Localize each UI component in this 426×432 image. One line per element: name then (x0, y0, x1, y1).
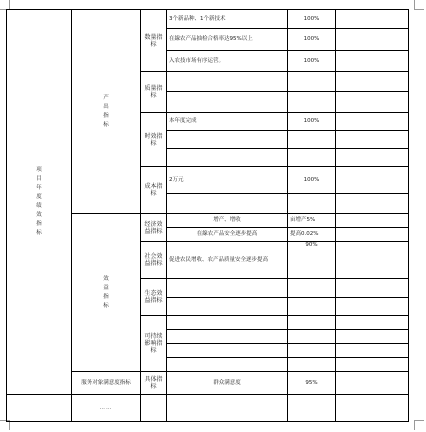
social-indicator-label: 社会效益指标 (141, 242, 167, 279)
empty-cell (336, 149, 409, 167)
time-indicator-label: 时效指标 (141, 113, 167, 167)
level1-benefit-label: 效益指标 (103, 275, 109, 309)
empty-cell (336, 131, 409, 149)
empty-cell (336, 316, 409, 330)
empty-cell (141, 395, 167, 422)
cost-indicator-label: 成本指标 (141, 167, 167, 214)
empty-cell (336, 29, 409, 51)
empty-cell (336, 228, 409, 242)
quantity-item-2: 在線农产品抽检合格率达95%以上 (167, 29, 288, 51)
empty-cell (336, 298, 409, 316)
empty-cell (288, 72, 336, 92)
ellipsis-cell: …… (72, 395, 141, 422)
level1-output-label: 产出指标 (103, 94, 109, 128)
cost-item-1: 2万元 (167, 167, 288, 194)
empty-cell (288, 330, 336, 344)
empty-cell (336, 358, 409, 372)
social-value-1: 90% (288, 242, 336, 279)
empty-cell (167, 298, 288, 316)
project-annual-indicator-cell (7, 10, 72, 395)
empty-cell (288, 194, 336, 214)
empty-cell (167, 92, 288, 113)
empty-cell (288, 316, 336, 330)
empty-cell (336, 279, 409, 298)
empty-cell (336, 167, 409, 194)
empty-cell (167, 131, 288, 149)
economic-indicator-label: 经济效益指标 (141, 214, 167, 242)
quantity-item-3: 入农技市场有序运营。 (167, 51, 288, 72)
time-value-1: 100% (288, 113, 336, 131)
level1-output-cell (72, 10, 141, 214)
empty-cell (167, 72, 288, 92)
empty-cell (336, 10, 409, 29)
cost-value-1: 100% (288, 167, 336, 194)
quantity-value-2: 100% (288, 29, 336, 51)
empty-cell (167, 330, 288, 344)
empty-cell (336, 242, 409, 279)
empty-cell (336, 214, 409, 228)
empty-cell (288, 131, 336, 149)
corner-mark-top-right (414, 0, 424, 10)
empty-cell (7, 395, 72, 422)
empty-cell (288, 149, 336, 167)
satisfaction-item-1: 群众满意度 (167, 372, 288, 395)
empty-cell (167, 344, 288, 358)
quantity-indicator-label: 数量指标 (141, 10, 167, 72)
corner-mark-bottom-right (414, 420, 424, 430)
ecological-indicator-label: 生态效益指标 (141, 279, 167, 316)
economic-value-1: 亩增产5% (288, 214, 336, 228)
empty-cell (167, 279, 288, 298)
empty-cell (336, 92, 409, 113)
economic-value-2: 提高0.02% (288, 228, 336, 242)
empty-cell (336, 51, 409, 72)
economic-item-2: 在線农产品安全逐步提高 (167, 228, 288, 242)
specific-indicator-label: 具体指标 (141, 372, 167, 395)
empty-cell (288, 298, 336, 316)
quantity-item-1: 3个新品种、1个新技术 (167, 10, 288, 29)
empty-cell (288, 92, 336, 113)
empty-cell (336, 113, 409, 131)
project-annual-indicator-label: 项目年度绩效指标 (36, 167, 42, 236)
empty-cell (288, 279, 336, 298)
empty-cell (167, 149, 288, 167)
empty-cell (288, 344, 336, 358)
empty-cell (167, 316, 288, 330)
satisfaction-value-1: 95% (288, 372, 336, 395)
empty-cell (288, 395, 336, 422)
level1-satisfaction-label: 服务对象满意度指标 (72, 372, 141, 395)
empty-cell (336, 330, 409, 344)
performance-indicator-table (6, 9, 409, 422)
quantity-value-3: 100% (288, 51, 336, 72)
empty-cell (336, 194, 409, 214)
empty-cell (336, 72, 409, 92)
empty-cell (167, 395, 288, 422)
empty-cell (336, 372, 409, 395)
quality-indicator-label: 质量指标 (141, 72, 167, 113)
level1-benefit-cell (72, 214, 141, 372)
sustainable-indicator-label: 可持续影响指标 (141, 316, 167, 372)
empty-cell (288, 358, 336, 372)
economic-item-1: 增产、增收 (167, 214, 288, 228)
social-item-1: 促进农民增收、农产品质量安全逐步提高 (167, 242, 288, 279)
empty-cell (336, 344, 409, 358)
empty-cell (167, 194, 288, 214)
empty-cell (336, 395, 409, 422)
quantity-value-1: 100% (288, 10, 336, 29)
time-item-1: 本年度完成 (167, 113, 288, 131)
empty-cell (167, 358, 288, 372)
